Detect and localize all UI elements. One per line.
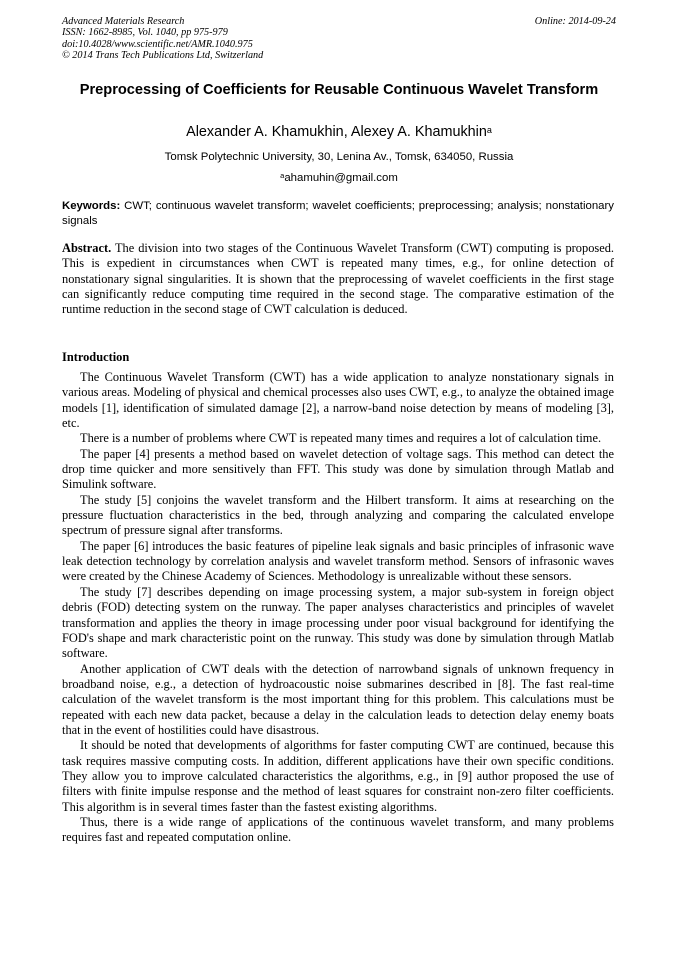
- author-superscript: a: [486, 125, 492, 135]
- paragraph: It should be noted that developments of algorithms for faster computing CWT are continued, because this task requires massive computing costs. In addition, different applications have their own specific conditions. They allow you to improve calculated characteristics the algorithms, e.g., in [9] author proposed the use of filters with finite impulse response and the method of least squares for constraint non-zero filter coefficients. This algorithm is in several times faster than the fastest existing algorithms.: [62, 738, 614, 814]
- online-date: Online: 2014-09-24: [534, 16, 616, 27]
- paragraph: The study [5] conjoins the wavelet transform and the Hilbert transform. It aims at researching on the pressure fluctuation characteristics in the bed, through analyzing and comparing the calculated envelope spectrum of pressure signal after transforms.: [62, 492, 614, 538]
- abstract: [62, 241, 614, 317]
- abstract-label: Abstract.: [62, 241, 112, 255]
- copyright-line: © 2014 Trans Tech Publications Ltd, Switzerland: [62, 50, 264, 62]
- keywords-label: Keywords:: [62, 200, 121, 212]
- paragraph: There is a number of problems where CWT is repeated many times and requires a lot of calculation time.: [80, 431, 602, 446]
- paragraph: Another application of CWT deals with the detection of narrowband signals of unknown frequency in broadband noise, e.g., a detection of hydroacoustic noise submarines described in [8]. The fast real-time calculation of the wavelet transform is the most important thing for this problem. This calculations must be repeated with each new data packet, because a delay in the calculation leads to detection delay enemy boats that in the event of hostilities could have disastrous.: [62, 661, 614, 737]
- paragraph: The paper [4] presents a method based on wavelet detection of voltage sags. This method can detect the drop time quicker and more sensitively than FFT. This study was done by simulation through Matlab and Simulink software.: [62, 446, 614, 492]
- paragraph: Thus, there is a wide range of applications of the continuous wavelet transform, and many problems requires fast and repeated computation online.: [62, 814, 614, 845]
- journal-name: Advanced Materials Research: [62, 16, 185, 27]
- email-address: ahamuhin@gmail.com: [284, 172, 398, 184]
- paper-title: Preprocessing of Coefficients for Reusable Continuous Wavelet Transform: [79, 82, 599, 98]
- abstract-text: The division into two stages of the Continuous Wavelet Transform (CWT) computing is proposed. This is expedient in circumstances when CWT is repeated many times, e.g., for online detection of nonstationary signal singularities. It is shown that the preprocessing of wavelet coefficients in the first stage can significantly reduce computing time required in the second stage. The comparative estimation of the runtime reduction in the second stage of CWT calculation is deduced.: [62, 241, 615, 317]
- section-heading-introduction: Introduction: [62, 350, 130, 364]
- author-email: [62, 171, 616, 185]
- paragraph: The Continuous Wavelet Transform (CWT) has a wide application to analyze nonstationary signals in various areas. Modeling of physical and chemical processes also uses CWT, e.g., to analyze the obtained image models [1], identification of simulated damage [2], a narrow-band noise detection by means of modeling [3], etc.: [62, 370, 615, 431]
- paragraph: The study [7] describes depending on image processing system, a major sub-system in foreign object debris (FOD) detecting system on the runway. The paper analyses characteristics and principles of wavelet transformation and applies the theory in image processing under poor visual background for identifying the FOD's shape and mark characteristic point on the runway. This study was done by simulation through Matlab software.: [62, 584, 614, 661]
- journal-header: [62, 16, 616, 62]
- doi-line: doi:10.4028/www.scientific.net/AMR.1040.975: [62, 38, 253, 50]
- keywords: [62, 199, 614, 228]
- author-list: [62, 123, 616, 141]
- author-names: Alexander A. Khamukhin, Alexey A. Khamukhin: [186, 124, 487, 140]
- email-superscript: a: [280, 171, 285, 180]
- keywords-text: CWT; continuous wavelet transform; wavelet coefficients; preprocessing; analysis; nonstationary signals: [62, 200, 614, 227]
- paragraph: The paper [6] introduces the basic features of pipeline leak signals and basic principles of infrasonic wave leak detection technology by correlation analysis and wavelet transform method. Sensors of infrasonic waves were created by the Chinese Academy of Sciences. Methodology is unrealizable without these sensors.: [62, 538, 614, 584]
- issn-line: ISSN: 1662-8985, Vol. 1040, pp 975-979: [62, 27, 228, 39]
- affiliation: Tomsk Polytechnic University, 30, Lenina Av., Tomsk, 634050, Russia: [164, 151, 514, 163]
- introduction-body: [62, 370, 614, 846]
